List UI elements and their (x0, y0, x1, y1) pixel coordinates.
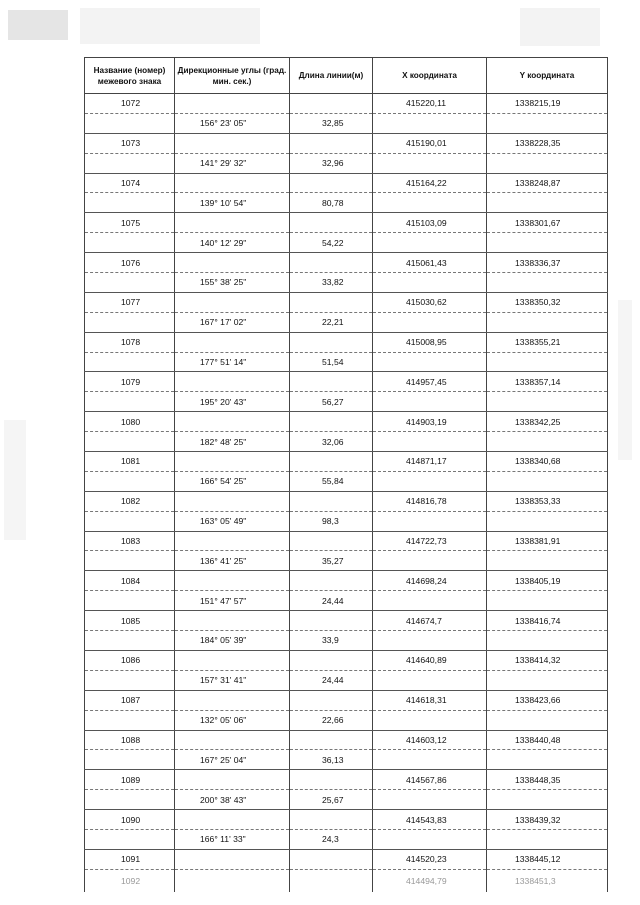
empty-cell (290, 332, 373, 352)
segment-row (85, 750, 608, 770)
line-length: 25,67 (290, 790, 373, 810)
segment-row (85, 710, 608, 730)
point-row (85, 770, 608, 790)
point-row (85, 730, 608, 750)
direction-angle: 166° 54' 25" (175, 471, 290, 491)
point-name: 1085 (85, 611, 175, 631)
empty-cell (487, 511, 608, 531)
y-coordinate: 1338451,3 (487, 869, 608, 892)
empty-cell (85, 113, 175, 133)
partial-point-row (85, 869, 608, 892)
segment-row (85, 471, 608, 491)
empty-cell (85, 352, 175, 372)
empty-cell (373, 631, 487, 651)
empty-cell (373, 273, 487, 293)
direction-angle: 167° 17' 02" (175, 312, 290, 332)
y-coordinate: 1338353,33 (487, 491, 608, 511)
empty-cell (85, 631, 175, 651)
empty-cell (487, 193, 608, 213)
point-row (85, 412, 608, 432)
empty-cell (175, 332, 290, 352)
x-coordinate: 414494,79 (373, 869, 487, 892)
empty-cell (85, 392, 175, 412)
table-body (85, 94, 608, 892)
scan-noise (520, 8, 600, 46)
empty-cell (487, 113, 608, 133)
line-length: 54,22 (290, 233, 373, 253)
point-name: 1086 (85, 650, 175, 670)
x-coordinate: 414640,89 (373, 650, 487, 670)
empty-cell (175, 491, 290, 511)
line-length: 35,27 (290, 551, 373, 571)
line-length: 32,06 (290, 432, 373, 452)
empty-cell (290, 650, 373, 670)
header-length: Длина линии(м) (290, 58, 373, 94)
empty-cell (175, 730, 290, 750)
empty-cell (290, 849, 373, 869)
direction-angle: 155° 38' 25" (175, 273, 290, 293)
empty-cell (85, 790, 175, 810)
empty-cell (85, 153, 175, 173)
empty-cell (175, 869, 290, 892)
empty-cell (373, 352, 487, 372)
y-coordinate: 1338357,14 (487, 372, 608, 392)
empty-cell (373, 392, 487, 412)
empty-cell (290, 452, 373, 472)
empty-cell (290, 213, 373, 233)
point-name: 1079 (85, 372, 175, 392)
y-coordinate: 1338405,19 (487, 571, 608, 591)
y-coordinate: 1338215,19 (487, 94, 608, 114)
x-coordinate: 415008,95 (373, 332, 487, 352)
empty-cell (175, 770, 290, 790)
line-length: 22,21 (290, 312, 373, 332)
x-coordinate: 414618,31 (373, 690, 487, 710)
line-length: 24,3 (290, 829, 373, 849)
line-length: 33,82 (290, 273, 373, 293)
point-row (85, 292, 608, 312)
empty-cell (175, 292, 290, 312)
empty-cell (175, 849, 290, 869)
empty-cell (487, 352, 608, 372)
empty-cell (373, 193, 487, 213)
point-row (85, 372, 608, 392)
segment-row (85, 312, 608, 332)
line-length: 32,85 (290, 113, 373, 133)
empty-cell (85, 551, 175, 571)
point-name: 1088 (85, 730, 175, 750)
empty-cell (487, 312, 608, 332)
empty-cell (290, 133, 373, 153)
point-row (85, 452, 608, 472)
empty-cell (290, 571, 373, 591)
empty-cell (373, 432, 487, 452)
line-length: 32,96 (290, 153, 373, 173)
x-coordinate: 414722,73 (373, 531, 487, 551)
segment-row (85, 193, 608, 213)
empty-cell (373, 670, 487, 690)
direction-angle: 195° 20' 43" (175, 392, 290, 412)
point-row (85, 849, 608, 869)
scan-noise (618, 300, 632, 460)
empty-cell (175, 452, 290, 472)
empty-cell (175, 253, 290, 273)
point-row (85, 133, 608, 153)
header-y: Y координата (487, 58, 608, 94)
y-coordinate: 1338445,12 (487, 849, 608, 869)
empty-cell (373, 591, 487, 611)
empty-cell (290, 173, 373, 193)
x-coordinate: 415030,62 (373, 292, 487, 312)
y-coordinate: 1338439,32 (487, 810, 608, 830)
empty-cell (373, 312, 487, 332)
empty-cell (85, 471, 175, 491)
empty-cell (373, 750, 487, 770)
point-row (85, 332, 608, 352)
x-coordinate: 414674,7 (373, 611, 487, 631)
line-length: 24,44 (290, 591, 373, 611)
point-row (85, 690, 608, 710)
x-coordinate: 415061,43 (373, 253, 487, 273)
empty-cell (85, 591, 175, 611)
point-name: 1087 (85, 690, 175, 710)
empty-cell (85, 511, 175, 531)
direction-angle: 157° 31' 41" (175, 670, 290, 690)
direction-angle: 151° 47' 57" (175, 591, 290, 611)
direction-angle: 141° 29' 32" (175, 153, 290, 173)
line-length: 22,66 (290, 710, 373, 730)
empty-cell (487, 591, 608, 611)
y-coordinate: 1338336,37 (487, 253, 608, 273)
point-row (85, 213, 608, 233)
direction-angle: 132° 05' 06" (175, 710, 290, 730)
empty-cell (175, 412, 290, 432)
segment-row (85, 591, 608, 611)
y-coordinate: 1338416,74 (487, 611, 608, 631)
empty-cell (175, 810, 290, 830)
point-name: 1083 (85, 531, 175, 551)
empty-cell (487, 670, 608, 690)
point-name: 1075 (85, 213, 175, 233)
empty-cell (487, 233, 608, 253)
point-name: 1080 (85, 412, 175, 432)
point-name: 1074 (85, 173, 175, 193)
empty-cell (175, 94, 290, 114)
empty-cell (290, 690, 373, 710)
empty-cell (373, 829, 487, 849)
x-coordinate: 414603,12 (373, 730, 487, 750)
x-coordinate: 414903,19 (373, 412, 487, 432)
y-coordinate: 1338381,91 (487, 531, 608, 551)
empty-cell (85, 829, 175, 849)
x-coordinate: 414698,24 (373, 571, 487, 591)
empty-cell (85, 273, 175, 293)
y-coordinate: 1338301,67 (487, 213, 608, 233)
y-coordinate: 1338340,68 (487, 452, 608, 472)
empty-cell (85, 670, 175, 690)
empty-cell (290, 611, 373, 631)
segment-row (85, 392, 608, 412)
empty-cell (85, 432, 175, 452)
y-coordinate: 1338228,35 (487, 133, 608, 153)
empty-cell (175, 690, 290, 710)
segment-row (85, 670, 608, 690)
point-row (85, 531, 608, 551)
empty-cell (290, 94, 373, 114)
x-coordinate: 414567,86 (373, 770, 487, 790)
x-coordinate: 414957,45 (373, 372, 487, 392)
empty-cell (175, 173, 290, 193)
empty-cell (175, 571, 290, 591)
line-length: 24,44 (290, 670, 373, 690)
empty-cell (290, 292, 373, 312)
point-row (85, 253, 608, 273)
y-coordinate: 1338423,66 (487, 690, 608, 710)
empty-cell (373, 511, 487, 531)
point-name: 1091 (85, 849, 175, 869)
y-coordinate: 1338342,25 (487, 412, 608, 432)
scan-noise (8, 10, 68, 40)
header-x: X координата (373, 58, 487, 94)
empty-cell (85, 233, 175, 253)
direction-angle: 166° 11' 33" (175, 829, 290, 849)
line-length: 33,9 (290, 631, 373, 651)
y-coordinate: 1338355,21 (487, 332, 608, 352)
empty-cell (373, 710, 487, 730)
empty-cell (373, 551, 487, 571)
line-length: 80,78 (290, 193, 373, 213)
y-coordinate: 1338440,48 (487, 730, 608, 750)
x-coordinate: 414816,78 (373, 491, 487, 511)
x-coordinate: 415164,22 (373, 173, 487, 193)
direction-angle: 140° 12' 29" (175, 233, 290, 253)
point-row (85, 571, 608, 591)
header-angle: Дирекционные углы (град. мин. сек.) (175, 58, 290, 94)
empty-cell (487, 551, 608, 571)
x-coordinate: 415103,09 (373, 213, 487, 233)
line-length: 55,84 (290, 471, 373, 491)
empty-cell (290, 253, 373, 273)
line-length: 98,3 (290, 511, 373, 531)
empty-cell (175, 650, 290, 670)
empty-cell (175, 611, 290, 631)
y-coordinate: 1338248,87 (487, 173, 608, 193)
empty-cell (487, 829, 608, 849)
empty-cell (487, 631, 608, 651)
empty-cell (487, 790, 608, 810)
segment-row (85, 113, 608, 133)
empty-cell (373, 113, 487, 133)
point-row (85, 173, 608, 193)
empty-cell (175, 531, 290, 551)
empty-cell (175, 372, 290, 392)
direction-angle: 184° 05' 39" (175, 631, 290, 651)
scan-noise (80, 8, 260, 44)
y-coordinate: 1338414,32 (487, 650, 608, 670)
empty-cell (175, 133, 290, 153)
point-name: 1084 (85, 571, 175, 591)
point-name: 1073 (85, 133, 175, 153)
point-name: 1078 (85, 332, 175, 352)
line-length: 36,13 (290, 750, 373, 770)
segment-row (85, 233, 608, 253)
segment-row (85, 551, 608, 571)
segment-row (85, 153, 608, 173)
empty-cell (373, 790, 487, 810)
segment-row (85, 511, 608, 531)
empty-cell (85, 312, 175, 332)
empty-cell (290, 531, 373, 551)
boundary-points-table (84, 57, 608, 892)
empty-cell (487, 392, 608, 412)
x-coordinate: 414543,83 (373, 810, 487, 830)
empty-cell (85, 750, 175, 770)
point-name: 1089 (85, 770, 175, 790)
empty-cell (290, 810, 373, 830)
empty-cell (290, 730, 373, 750)
point-name: 1090 (85, 810, 175, 830)
direction-angle: 136° 41' 25" (175, 551, 290, 571)
x-coordinate: 415220,11 (373, 94, 487, 114)
empty-cell (85, 193, 175, 213)
empty-cell (487, 471, 608, 491)
segment-row (85, 432, 608, 452)
point-name: 1092 (85, 869, 175, 892)
header-name: Название (номер) межевого знака (85, 58, 175, 94)
point-name: 1077 (85, 292, 175, 312)
y-coordinate: 1338448,35 (487, 770, 608, 790)
segment-row (85, 829, 608, 849)
point-name: 1076 (85, 253, 175, 273)
x-coordinate: 414520,23 (373, 849, 487, 869)
direction-angle: 167° 25' 04" (175, 750, 290, 770)
point-row (85, 94, 608, 114)
empty-cell (290, 412, 373, 432)
empty-cell (487, 153, 608, 173)
segment-row (85, 631, 608, 651)
direction-angle: 200° 38' 43" (175, 790, 290, 810)
point-row (85, 650, 608, 670)
empty-cell (487, 750, 608, 770)
empty-cell (487, 273, 608, 293)
point-row (85, 611, 608, 631)
empty-cell (290, 869, 373, 892)
y-coordinate: 1338350,32 (487, 292, 608, 312)
x-coordinate: 415190,01 (373, 133, 487, 153)
empty-cell (373, 233, 487, 253)
line-length: 51,54 (290, 352, 373, 372)
segment-row (85, 790, 608, 810)
scan-noise (4, 420, 26, 540)
header-row (85, 58, 608, 94)
point-row (85, 810, 608, 830)
empty-cell (373, 153, 487, 173)
segment-row (85, 352, 608, 372)
direction-angle: 182° 48' 25" (175, 432, 290, 452)
point-row (85, 491, 608, 511)
direction-angle: 177° 51' 14" (175, 352, 290, 372)
empty-cell (175, 213, 290, 233)
empty-cell (487, 432, 608, 452)
empty-cell (290, 372, 373, 392)
x-coordinate: 414871,17 (373, 452, 487, 472)
empty-cell (85, 710, 175, 730)
empty-cell (373, 471, 487, 491)
line-length: 56,27 (290, 392, 373, 412)
empty-cell (290, 491, 373, 511)
point-name: 1072 (85, 94, 175, 114)
point-name: 1081 (85, 452, 175, 472)
segment-row (85, 273, 608, 293)
direction-angle: 139° 10' 54" (175, 193, 290, 213)
direction-angle: 156° 23' 05" (175, 113, 290, 133)
empty-cell (487, 710, 608, 730)
empty-cell (290, 770, 373, 790)
point-name: 1082 (85, 491, 175, 511)
direction-angle: 163° 05' 49" (175, 511, 290, 531)
